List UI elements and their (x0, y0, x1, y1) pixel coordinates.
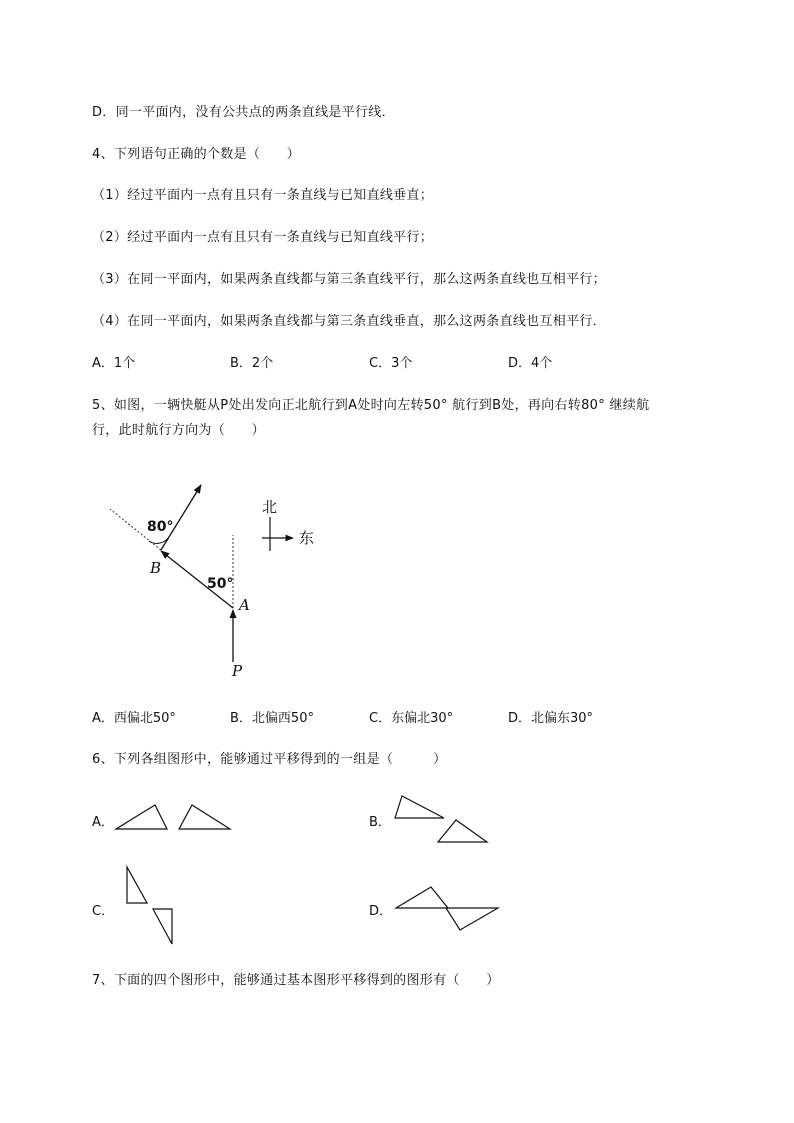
q6-c-triangle-1 (127, 867, 147, 903)
q6-a-triangle-1 (116, 805, 167, 829)
q4-statement-3: （3）在同一平面内，如果两条直线都与第三条直线平行，那么这两条直线也互相平行； (92, 272, 606, 287)
q6-b-triangle-2 (438, 820, 487, 842)
compass-east-label: 东 (299, 529, 315, 547)
q4-option-a: A．1个 (92, 356, 136, 371)
q6-option-b-label: B． (369, 815, 391, 830)
angle-50-label: 50° (207, 576, 234, 592)
q6-d-triangle-2 (446, 908, 498, 930)
point-a-label: A (239, 596, 250, 614)
q4-option-d: D．4个 (508, 356, 553, 371)
q6-d-triangle-1 (396, 887, 448, 908)
q4-statement-1: （1）经过平面内一点有且只有一条直线与已知直线垂直； (92, 188, 434, 203)
q5-stem-line-1: 5、如图，一辆快艇从P处出发向正北航行到A处时向左转50° 航行到B处，再向右转80° 继续航 (92, 398, 650, 413)
q5-option-c: C．东偏北30° (369, 711, 454, 726)
angle-80-label: 80° (147, 519, 174, 535)
compass-north-label: 北 (262, 498, 278, 516)
q5-option-a: A．西偏北50° (92, 711, 176, 726)
q6-a-triangle-2 (179, 805, 230, 829)
q4-stem: 4、下列语句正确的个数是（ ） (92, 147, 301, 162)
q5-option-b: B．北偏西50° (230, 711, 314, 726)
q5-option-d: D．北偏东30° (508, 711, 594, 726)
point-b-label: B (150, 559, 162, 577)
q5-stem-line-2: 行，此时航行方向为（ ） (92, 423, 265, 438)
point-p-label: P (232, 662, 243, 680)
q6-option-d-label: D． (369, 904, 393, 919)
q4-option-b: B．2个 (230, 356, 274, 371)
q6-c-triangle-2 (153, 909, 172, 944)
q7-stem: 7、下面的四个图形中，能够通过基本图形平移得到的图形有（ ） (92, 973, 500, 988)
q4-option-c: C．3个 (369, 356, 413, 371)
q6-option-c-label: C． (92, 904, 115, 919)
q6-option-a-label: A． (92, 815, 114, 830)
q6-stem: 6、下列各组图形中，能够通过平移得到的一组是（ ） (92, 752, 447, 767)
q4-statement-2: （2）经过平面内一点有且只有一条直线与已知直线平行； (92, 230, 434, 245)
q6-b-triangle-1 (395, 796, 444, 818)
q4-statement-4: （4）在同一平面内，如果两条直线都与第三条直线垂直，那么这两条直线也互相平行． (92, 314, 606, 329)
q3-option-d: D．同一平面内，没有公共点的两条直线是平行线． (92, 105, 395, 120)
